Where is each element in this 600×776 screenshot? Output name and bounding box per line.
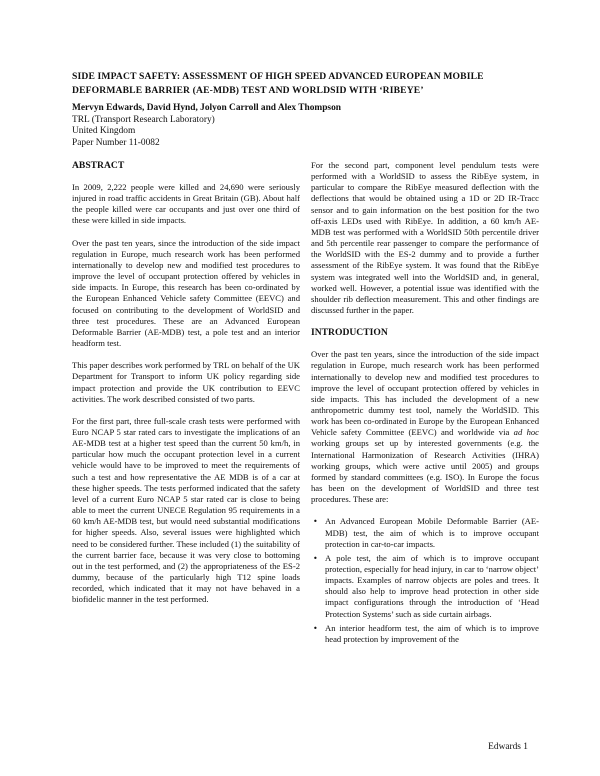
abstract-paragraph-1: In 2009, 2,222 people were killed and 24,690 were seriously injured in road traffic accidents in Great Britain (GB). About half the people killed were car occupants and just over one third of these were killed in side impacts. xyxy=(72,182,300,226)
abstract-paragraph-5: For the second part, component level pendulum tests were performed with a WorldSID to assess the RibEye system, in particular to compare the RibEye measured deflection with the deflections that would be obtained using a 1D or 2D IR-Tracc sensor and to gain information on the best position for the two off-axis LEDs used with RibEye. In addition, a 60 km/h AE-MDB test was performed with a WorldSID 50th percentile driver and 5th percentile rear passenger to compare the performance of the WorldSID with the ES-2 dummy and to provide a further assessment of the RibEye system. It was found that the RibEye system was integrated well into the WorldSID and, in general, worked well. However, a potential issue was identified with the shoulder rib deflection measurement. This and other findings are discussed further in the paper. xyxy=(311,160,539,316)
introduction-heading: INTRODUCTION xyxy=(311,327,388,339)
abstract-paragraph-3: This paper describes work performed by TRL on behalf of the UK Department for Transport to inform UK policy regarding side impact protection and provide the UK contribution to EEVC activities. The work described consisted of two parts. xyxy=(72,360,300,404)
list-item: • An interior headform test, the aim of which is to improve head protection by improvement of the xyxy=(311,623,539,645)
abstract-paragraph-2: Over the past ten years, since the introduction of the side impact regulation in Europe, much research work has been performed internationally to develop new and modified test procedures to improve the level of occupant protection offered by vehicles in side impacts. In Europe, this research has been co-ordinated by the European Enhanced Vehicle safety Committee (EEVC) and focused on contributing to the development of WorldSID and three test procedures. These are an Advanced European Deformable Barrier (AE-MDB) test, a pole test and an interior headform test. xyxy=(72,237,300,349)
author-block xyxy=(72,103,532,149)
intro-text-part-b: working groups set up by interested governments (e.g. the International Harmonization of Research Activities (IHRA) working groups, which were active until 2005) and groups formed by standard committees (e.g. ISO). In Europe the focus has been on the development of WorldSID and three test procedures. These are: xyxy=(311,438,539,505)
abstract-paragraph-4: For the first part, three full-scale crash tests were performed with Euro NCAP 5 star rated cars to investigate the implications of an AE-MDB test at a higher test speed than the current 50 km/h, in particular how much the occupant protection level in a current vehicle would have to be improved to meet the requirements of such a test and how representative the AE MDB is of a car at these higher speeds. The tests performed indicated that the safety level of a current Euro NCAP 5 star rated car is close to being able to meet the current UNECE Regulation 95 requirements in a 60 km/h AE-MDB test, but would need substantial modifications for higher speeds. Also, several issues were highlighted which need to be considered further. These included (1) the suitability of the current barrier face, because it was very close to bottoming out in the test performed, and (2) the appropriateness of the ES-2 dummy, because of the particularly high T12 spine loads recorded, which indicated that it may not have behaved in a biofidelic manner in the test performed. xyxy=(72,415,300,605)
page-footer: Edwards 1 xyxy=(488,742,528,752)
list-item: • A pole test, the aim of which is to improve occupant protection, especially for head injury, in car to ‘narrow object’ impacts. Examples of narrow objects are poles and trees. It should also help to improve head protection in other side impact configurations through the introduction of ‘Head Protection Systems’ such as side curtain airbags. xyxy=(311,553,539,620)
list-item: • An Advanced European Mobile Deformable Barrier (AE-MDB) test, the aim of which is to improve occupant protection in car-to-car impacts. xyxy=(311,516,539,549)
intro-italic-ad-hoc: ad hoc xyxy=(513,427,539,438)
affiliation: TRL (Transport Research Laboratory) xyxy=(72,114,215,125)
country: United Kingdom xyxy=(72,126,136,137)
introduction-paragraph-1 xyxy=(311,349,539,505)
right-column xyxy=(311,160,539,648)
intro-text-part-a: Over the past ten years, since the introduction of the side impact regulation in Europe, much research work has been performed internationally to develop new and modified test procedures to improve the level of occupant protection offered by vehicles in side impacts. This has included the development of a new anthropometric dummy test tool, namely the WorldSID. This work has been co-ordinated in Europe by the European Enhanced Vehicle safety Committee (EEVC) and worldwide via xyxy=(311,349,539,438)
abstract-heading: ABSTRACT xyxy=(72,160,125,171)
left-column xyxy=(72,160,300,616)
paper-title: SIDE IMPACT SAFETY: ASSESSMENT OF HIGH SPEED ADVANCED EUROPEAN MOBILE DEFORMABLE BARRIER (AE-MDB) TEST AND WORLDSID WITH ‘RIBEYE’ xyxy=(72,71,484,96)
paper-number: Paper Number 11-0082 xyxy=(72,137,160,148)
test-procedure-list xyxy=(311,516,539,645)
author-names: Mervyn Edwards, David Hynd, Jolyon Carroll and Alex Thompson xyxy=(72,103,341,113)
